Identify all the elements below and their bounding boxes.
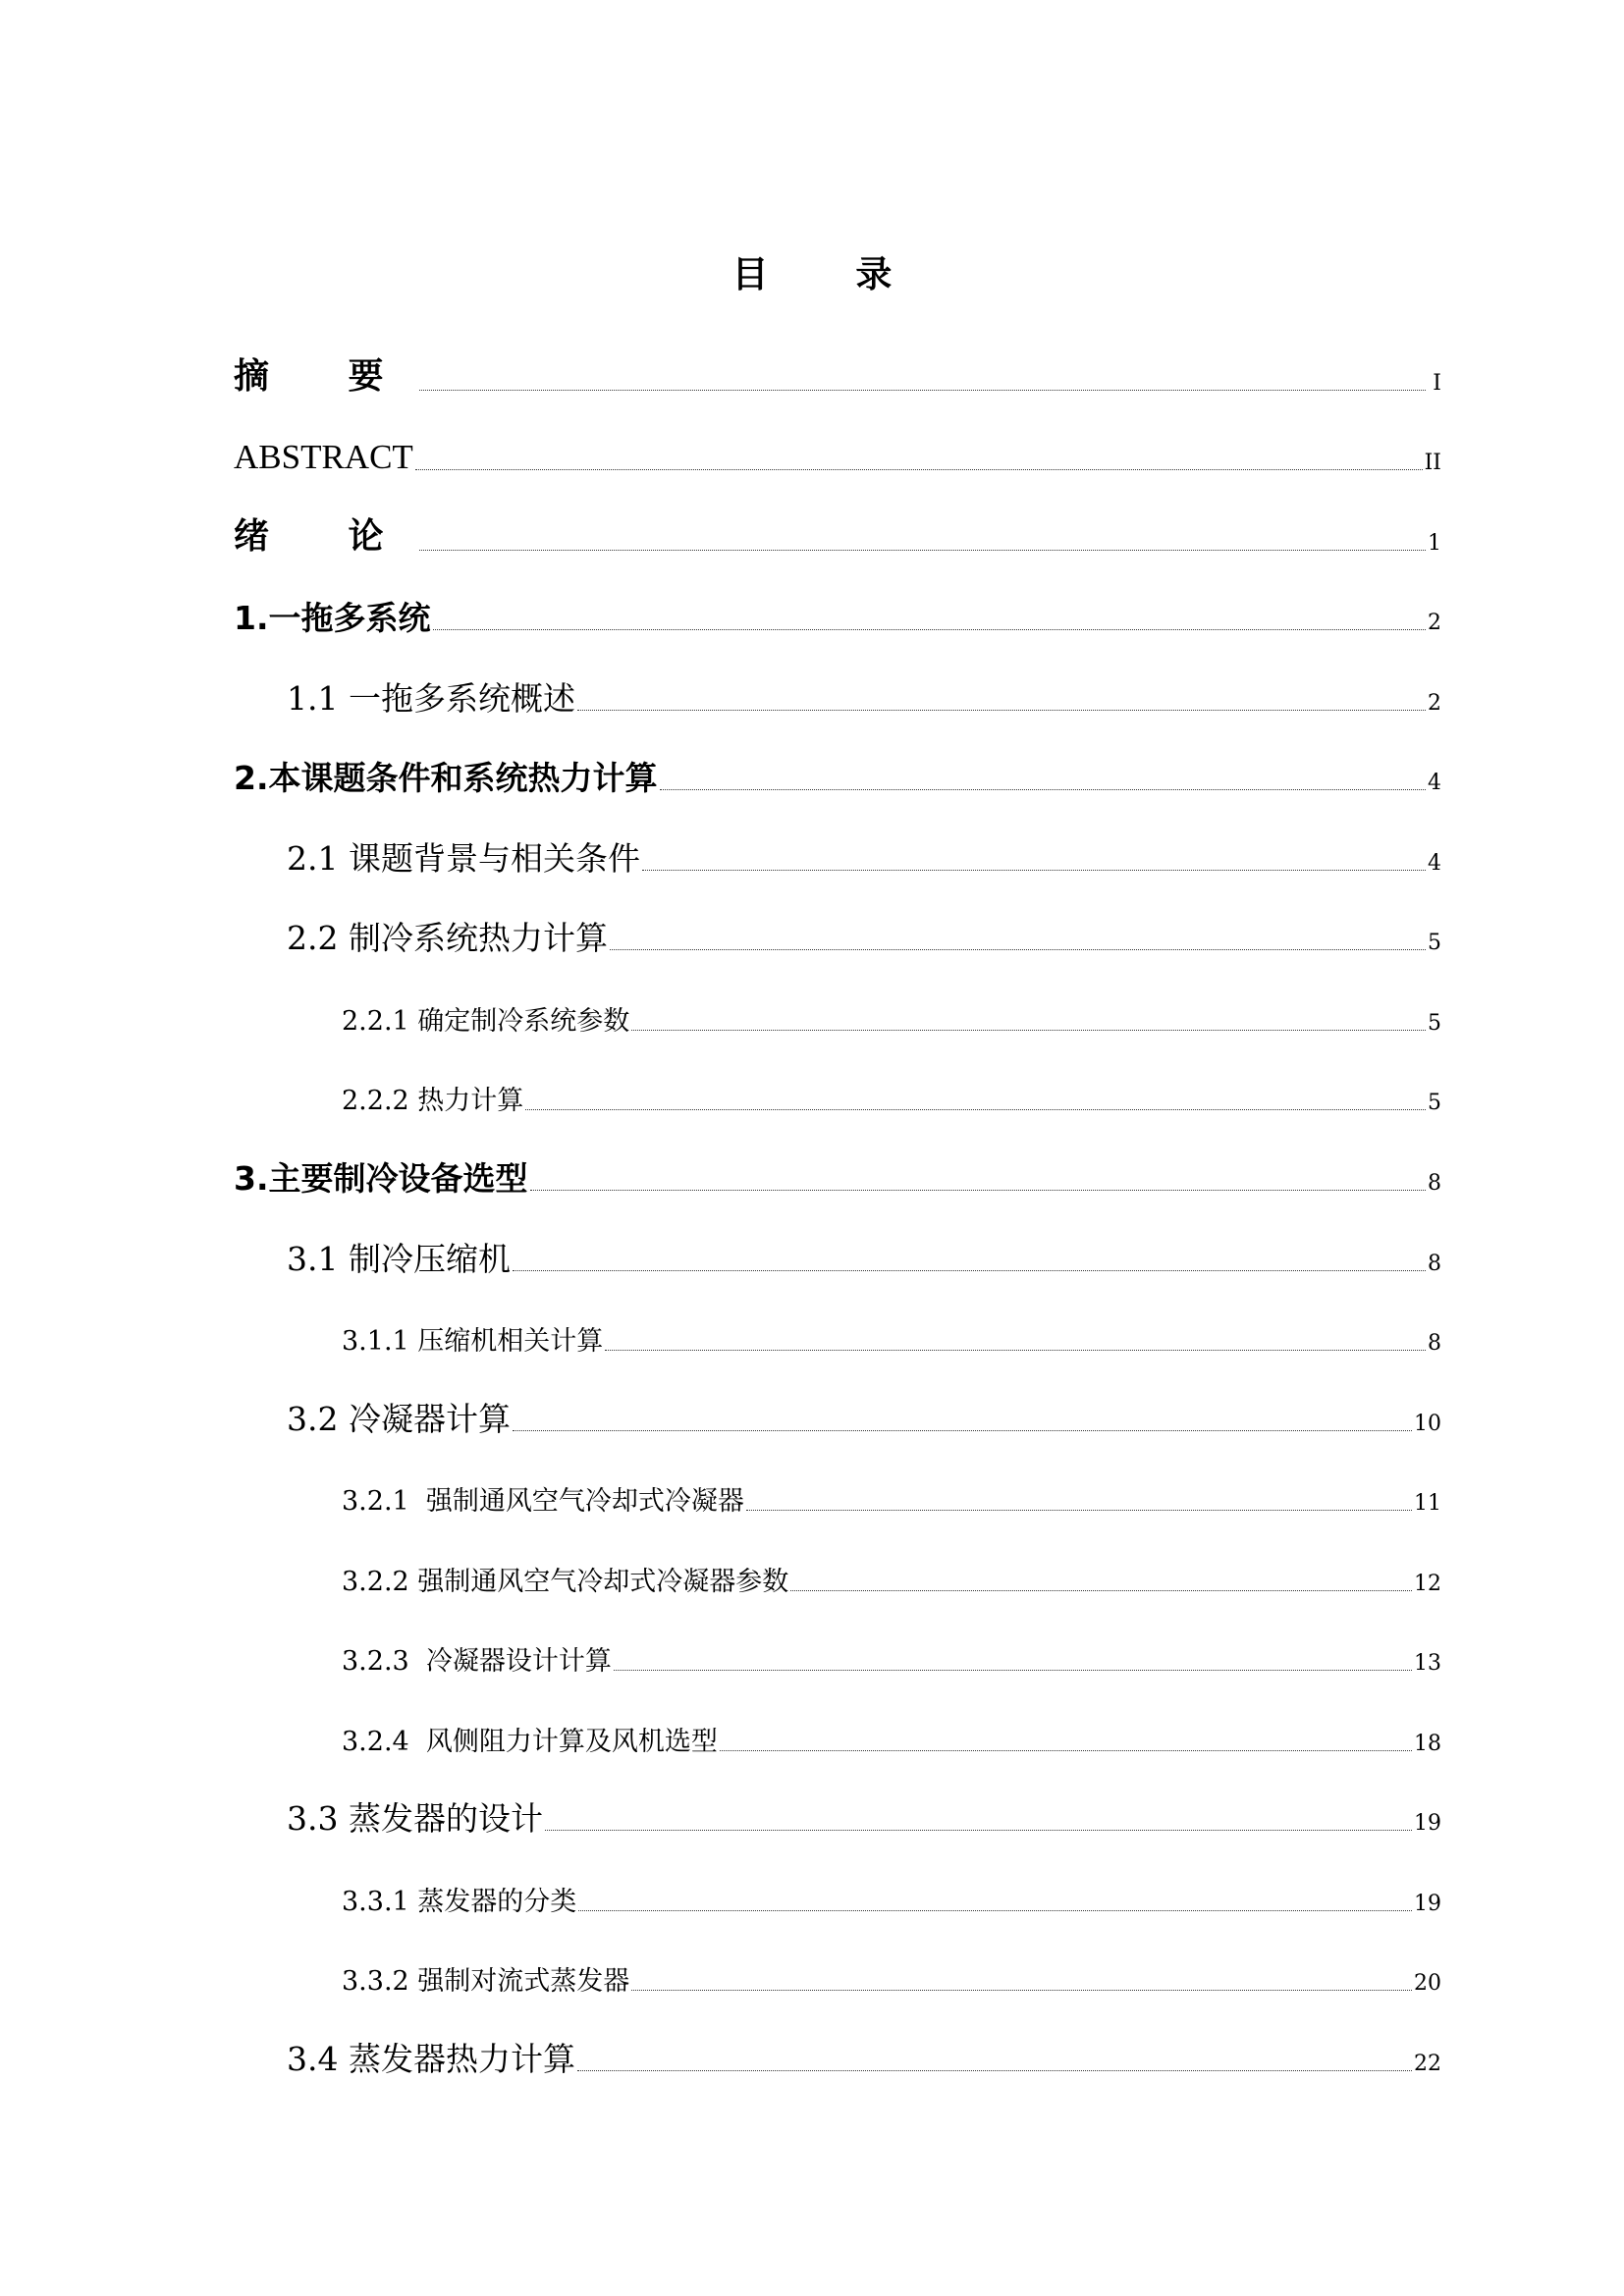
toc-entry[interactable] (234, 1202, 1441, 1283)
toc-entry[interactable] (234, 1923, 1441, 2003)
toc-page-number: 20 (1414, 1971, 1441, 1997)
toc-entry-label: 2.1 课题背景与相关条件 (287, 838, 640, 878)
toc-page-number: 8 (1428, 1171, 1441, 1197)
toc-entry-label: 3.4 蒸发器热力计算 (287, 2040, 575, 2079)
toc-entry[interactable] (234, 962, 1441, 1042)
toc-page-number: 8 (1428, 1331, 1441, 1357)
toc-page-number: 18 (1414, 1731, 1441, 1756)
toc-page-number: 5 (1428, 931, 1441, 956)
toc-page-number: I (1433, 370, 1441, 396)
toc-page-number: 2 (1428, 690, 1441, 716)
toc-page-number: 5 (1428, 1091, 1441, 1116)
dot-leader (577, 2070, 1412, 2071)
toc-page-number: 13 (1414, 1651, 1441, 1677)
dot-leader (513, 1270, 1426, 1271)
toc-entry-label: 3.主要制冷设备选型 (234, 1159, 528, 1199)
toc-entry[interactable] (234, 1682, 1441, 1763)
toc-page-number: 22 (1414, 2052, 1441, 2077)
toc-entry-label: 摘 要 (234, 355, 417, 397)
dot-leader (578, 1910, 1412, 1911)
dot-leader (605, 1350, 1426, 1351)
toc-entry[interactable] (234, 1443, 1441, 1523)
toc-entry[interactable] (234, 562, 1441, 643)
toc-entry[interactable] (234, 1283, 1441, 1363)
dot-leader (631, 1990, 1412, 1991)
toc-entry-label: 3.3.2 强制对流式蒸发器 (342, 1966, 630, 1998)
dot-leader (660, 789, 1427, 790)
toc-entry[interactable] (234, 882, 1441, 963)
toc-entry-label: 3.1 制冷压缩机 (287, 1239, 511, 1278)
dot-leader (720, 1750, 1412, 1751)
dot-leader (642, 870, 1426, 871)
toc-entry-label: 2.2 制冷系统热力计算 (287, 919, 608, 958)
dot-leader (577, 710, 1426, 711)
toc-page-number: 4 (1428, 771, 1441, 796)
toc-entry-label: 1.1 一拖多系统概述 (287, 678, 575, 718)
toc-entry[interactable] (234, 722, 1441, 803)
dot-leader (631, 1030, 1426, 1031)
dot-leader (545, 1830, 1412, 1831)
table-of-contents (234, 322, 1441, 2083)
dot-leader (415, 469, 1423, 470)
toc-entry-label: 3.2 冷凝器计算 (287, 1399, 511, 1438)
toc-entry-label: 3.2.1 强制通风空气冷却式冷凝器 (342, 1486, 744, 1518)
toc-entry[interactable] (234, 1763, 1441, 1843)
toc-page-number: 1 (1428, 530, 1441, 556)
toc-entry-label: 2.本课题条件和系统热力计算 (234, 759, 658, 798)
toc-entry-label: ABSTRACT (234, 438, 413, 477)
toc-entry[interactable] (234, 1042, 1441, 1123)
dot-leader (525, 1109, 1426, 1110)
toc-entry-label: 绪 论 (234, 515, 417, 557)
toc-entry-label: 3.3 蒸发器的设计 (287, 1799, 543, 1839)
dot-leader (419, 550, 1426, 551)
toc-entry-label: 3.2.4 风侧阻力计算及风机选型 (342, 1726, 718, 1757)
dot-leader (746, 1510, 1412, 1511)
toc-page-number: 19 (1414, 1811, 1441, 1837)
toc-title: 目 录 (731, 253, 930, 295)
toc-entry[interactable] (234, 1362, 1441, 1443)
dot-leader (513, 1430, 1412, 1431)
toc-page-number: 11 (1414, 1491, 1441, 1517)
toc-entry[interactable] (234, 2002, 1441, 2083)
toc-entry[interactable] (234, 322, 1441, 402)
toc-entry-label: 2.2.1 确定制冷系统参数 (342, 1005, 630, 1037)
toc-entry[interactable] (234, 1122, 1441, 1202)
toc-entry[interactable] (234, 1603, 1441, 1683)
toc-entry[interactable] (234, 1522, 1441, 1603)
toc-entry[interactable] (234, 482, 1441, 562)
toc-page-number: 12 (1414, 1571, 1441, 1596)
toc-page-number: 2 (1428, 611, 1441, 636)
dot-leader (433, 629, 1427, 630)
toc-entry[interactable] (234, 402, 1441, 483)
toc-entry-label: 3.3.1 蒸发器的分类 (342, 1886, 577, 1917)
toc-page-number: 8 (1428, 1251, 1441, 1276)
toc-page-number: 4 (1428, 850, 1441, 876)
dot-leader (419, 390, 1426, 391)
toc-entry[interactable] (234, 802, 1441, 882)
toc-entry[interactable] (234, 1842, 1441, 1923)
toc-entry[interactable] (234, 642, 1441, 722)
toc-entry-label: 2.2.2 热力计算 (342, 1086, 524, 1117)
dot-leader (610, 949, 1426, 950)
toc-page-number: II (1424, 451, 1441, 476)
toc-entry-label: 3.2.2 强制通风空气冷却式冷凝器参数 (342, 1566, 789, 1597)
toc-entry-label: 3.2.3 冷凝器设计计算 (342, 1646, 612, 1678)
dot-leader (790, 1590, 1412, 1591)
toc-entry-label: 1.一拖多系统 (234, 599, 431, 638)
toc-page-number: 19 (1414, 1891, 1441, 1916)
toc-entry-label: 3.1.1 压缩机相关计算 (342, 1326, 604, 1358)
dot-leader (530, 1190, 1427, 1191)
dot-leader (614, 1670, 1412, 1671)
toc-page-number: 10 (1414, 1411, 1441, 1436)
toc-page-number: 5 (1428, 1010, 1441, 1036)
